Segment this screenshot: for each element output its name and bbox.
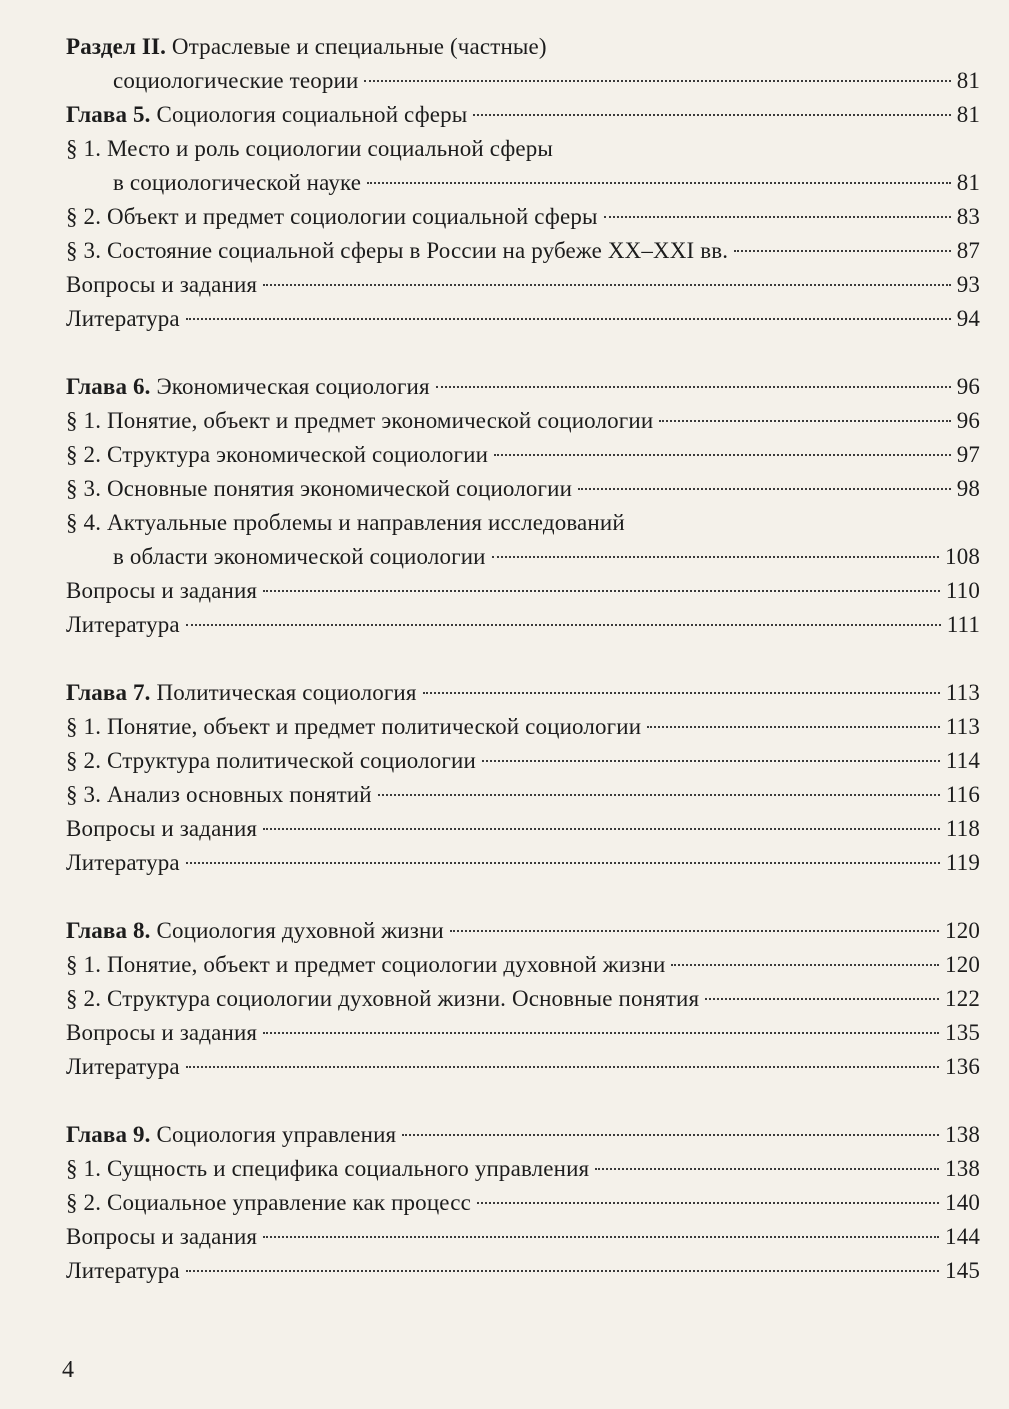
dot-leader	[477, 1202, 939, 1204]
toc-entry[interactable]	[66, 744, 980, 778]
toc-entry-title: § 2. Структура экономической социологии	[66, 442, 489, 467]
section-gap	[66, 880, 980, 914]
dot-leader	[378, 794, 940, 796]
toc-entry-heading: Социология духовной жизни	[150, 918, 444, 943]
toc-page-number: 118	[945, 816, 980, 841]
toc-entry-title: Литература	[66, 612, 180, 637]
toc-entry-label: Глава 9.	[66, 1122, 151, 1147]
toc-page-number: 120	[945, 952, 980, 977]
toc-entry-title	[66, 30, 547, 64]
toc-entry-title: Литература	[66, 1258, 180, 1283]
toc-entry-title	[66, 1118, 396, 1152]
toc-entry-title: Вопросы и задания	[66, 1020, 258, 1045]
toc-page-number: 116	[945, 782, 980, 807]
dot-leader	[186, 624, 941, 626]
toc-page-number: 97	[956, 442, 980, 467]
toc-entry-title: Литература	[66, 1054, 180, 1079]
dot-leader	[364, 80, 950, 82]
toc-entry[interactable]	[66, 200, 980, 234]
toc-entry[interactable]	[66, 778, 980, 812]
dot-leader	[367, 182, 951, 184]
toc-entry[interactable]	[66, 812, 980, 846]
toc-entry-title: в социологической науке	[113, 170, 362, 195]
toc-entry-label: Глава 8.	[66, 918, 151, 943]
toc-page-number: 81	[956, 102, 980, 127]
toc-entry-title: § 2. Структура социологии духовной жизни. Основные понятия	[66, 986, 700, 1011]
dot-leader	[734, 250, 951, 252]
dot-leader	[604, 216, 951, 218]
toc-entry-heading: Политическая социология	[150, 680, 417, 705]
dot-leader	[705, 998, 939, 1000]
toc-entry[interactable]	[66, 914, 980, 948]
dot-leader	[578, 488, 951, 490]
dot-leader	[186, 1066, 939, 1068]
toc-entry-label: Глава 5.	[66, 102, 151, 127]
toc-page-number: 96	[956, 374, 980, 399]
toc-entry-title: § 1. Место и роль социологии социальной сферы	[66, 136, 554, 161]
toc-page-number: 96	[956, 408, 980, 433]
toc-page-number: 113	[945, 680, 980, 705]
toc-entry[interactable]	[66, 846, 980, 880]
toc-entry-title	[66, 370, 430, 404]
toc-page-number: 136	[945, 1054, 980, 1079]
toc-entry-title: § 1. Сущность и специфика социального управления	[66, 1156, 590, 1181]
toc-entry-title: § 3. Основные понятия экономической социологии	[66, 476, 573, 501]
toc-entry[interactable]	[66, 982, 980, 1016]
toc-page-number: 81	[956, 68, 980, 93]
section-gap	[66, 336, 980, 370]
toc-entry-title	[66, 914, 444, 948]
toc-page-number: 87	[956, 238, 980, 263]
toc-page-number: 135	[945, 1020, 980, 1045]
toc-entry-title: в области экономической социологии	[113, 544, 486, 569]
dot-leader	[186, 318, 951, 320]
toc-page-number: 110	[945, 578, 980, 603]
table-of-contents	[66, 30, 980, 1288]
toc-entry[interactable]	[66, 472, 980, 506]
dot-leader	[647, 726, 940, 728]
toc-entry-label: Глава 7.	[66, 680, 151, 705]
toc-page-number: 94	[956, 306, 980, 331]
toc-entry[interactable]	[66, 574, 980, 608]
toc-entry[interactable]	[66, 1186, 980, 1220]
section-gap	[66, 642, 980, 676]
toc-entry-title: Литература	[66, 850, 180, 875]
dot-leader	[263, 828, 940, 830]
toc-entry[interactable]	[66, 1118, 980, 1152]
toc-page-number: 120	[945, 918, 980, 943]
toc-page-number: 93	[956, 272, 980, 297]
toc-page-number: 98	[956, 476, 980, 501]
dot-leader	[263, 284, 951, 286]
toc-page-number: 83	[956, 204, 980, 229]
dot-leader	[186, 1270, 939, 1272]
toc-page-number: 108	[945, 544, 980, 569]
toc-page-number: 114	[945, 748, 980, 773]
dot-leader	[186, 862, 940, 864]
toc-entry-title: § 1. Понятие, объект и предмет политической социологии	[66, 714, 642, 739]
toc-page-number: 111	[946, 612, 980, 637]
dot-leader	[263, 1236, 939, 1238]
dot-leader	[659, 420, 950, 422]
toc-entry[interactable]	[66, 676, 980, 710]
toc-entry[interactable]	[66, 234, 980, 268]
toc-entry[interactable]	[66, 404, 980, 438]
toc-page-number: 138	[945, 1156, 980, 1181]
toc-page-number: 122	[945, 986, 980, 1011]
toc-page-number: 113	[945, 714, 980, 739]
toc-entry[interactable]	[66, 268, 980, 302]
toc-entry-title: социологические теории	[113, 68, 359, 93]
toc-entry[interactable]	[66, 506, 980, 574]
toc-entry-heading: Отраслевые и специальные (частные)	[166, 34, 547, 59]
toc-entry[interactable]	[66, 98, 980, 132]
section-gap	[66, 1084, 980, 1118]
dot-leader	[473, 114, 950, 116]
toc-page-number: 81	[956, 170, 980, 195]
toc-page-number: 138	[945, 1122, 980, 1147]
toc-entry-label: Глава 6.	[66, 374, 151, 399]
toc-entry-label: Раздел II.	[66, 34, 167, 59]
toc-page-number: 145	[945, 1258, 980, 1283]
dot-leader	[595, 1168, 939, 1170]
toc-entry[interactable]	[66, 1050, 980, 1084]
toc-page-number: 144	[945, 1224, 980, 1249]
toc-entry[interactable]	[66, 30, 980, 98]
toc-entry-title: Вопросы и задания	[66, 1224, 258, 1249]
dot-leader	[436, 386, 951, 388]
toc-entry-title: § 4. Актуальные проблемы и направления исследований	[66, 510, 625, 535]
toc-entry[interactable]	[66, 948, 980, 982]
toc-entry-title	[66, 98, 467, 132]
toc-entry-title: Литература	[66, 306, 180, 331]
toc-entry[interactable]	[66, 608, 980, 642]
toc-page-number: 119	[945, 850, 980, 875]
dot-leader	[494, 454, 951, 456]
toc-entry-title: § 2. Структура политической социологии	[66, 748, 476, 773]
dot-leader	[450, 930, 939, 932]
toc-entry-heading: Социология социальной сферы	[150, 102, 468, 127]
toc-entry-title: Вопросы и задания	[66, 578, 258, 603]
dot-leader	[402, 1134, 939, 1136]
toc-entry-title: § 1. Понятие, объект и предмет социологии духовной жизни	[66, 952, 666, 977]
toc-entry-title: § 1. Понятие, объект и предмет экономической социологии	[66, 408, 654, 433]
dot-leader	[263, 590, 940, 592]
toc-entry[interactable]	[66, 132, 980, 200]
toc-entry-title: § 3. Анализ основных понятий	[66, 782, 372, 807]
toc-entry-title: § 3. Состояние социальной сферы в России на рубеже XX–XXI вв.	[66, 238, 729, 263]
toc-entry[interactable]	[66, 1016, 980, 1050]
toc-entry[interactable]	[66, 710, 980, 744]
toc-entry-heading: Экономическая социология	[150, 374, 430, 399]
toc-entry[interactable]	[66, 1220, 980, 1254]
page-number: 4	[62, 1357, 74, 1383]
dot-leader	[482, 760, 940, 762]
toc-entry[interactable]	[66, 370, 980, 404]
toc-entry-title: § 2. Объект и предмет социологии социальной сферы	[66, 204, 598, 229]
toc-entry[interactable]	[66, 302, 980, 336]
dot-leader	[671, 964, 939, 966]
toc-page-number: 140	[945, 1190, 980, 1215]
toc-entry[interactable]	[66, 1152, 980, 1186]
toc-entry[interactable]	[66, 438, 980, 472]
dot-leader	[492, 556, 939, 558]
toc-entry-title: Вопросы и задания	[66, 816, 258, 841]
toc-entry-heading: Социология управления	[150, 1122, 397, 1147]
toc-entry-title: § 2. Социальное управление как процесс	[66, 1190, 471, 1215]
dot-leader	[423, 692, 940, 694]
toc-entry-title: Вопросы и задания	[66, 272, 258, 297]
dot-leader	[263, 1032, 939, 1034]
toc-entry[interactable]	[66, 1254, 980, 1288]
toc-entry-title	[66, 676, 417, 710]
